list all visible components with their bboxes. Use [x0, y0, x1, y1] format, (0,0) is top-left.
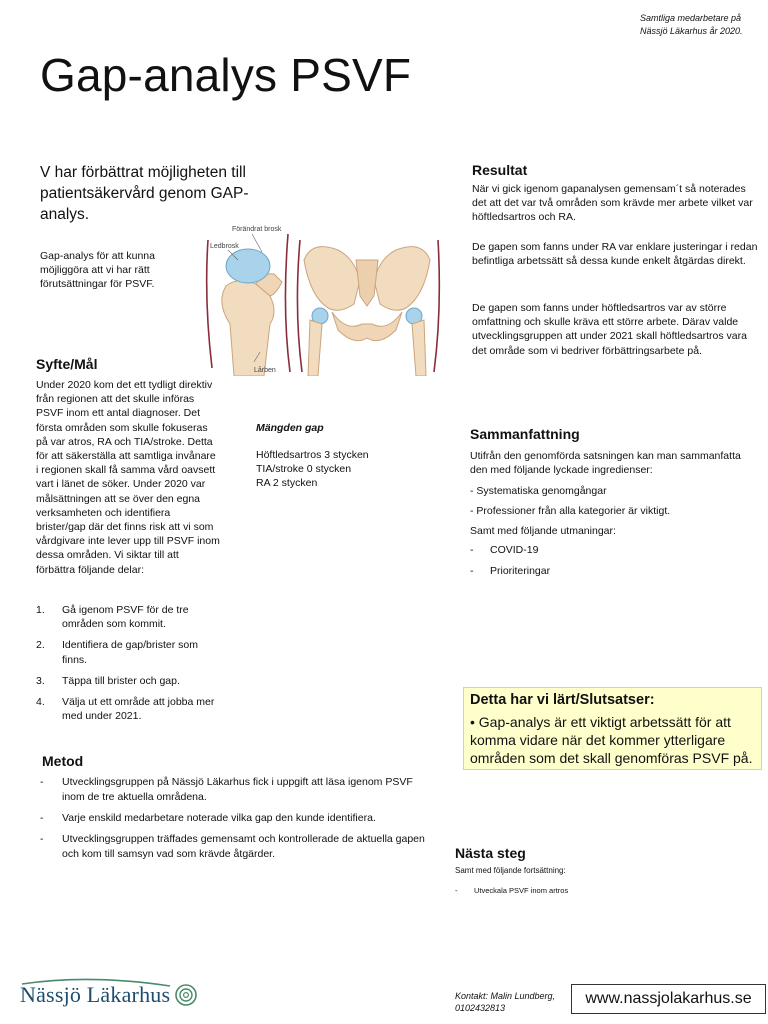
list-item-text: Prioriteringar [490, 565, 551, 577]
list-item-text: Varje enskild medarbetare noterade vilka gap den kunde identifiera. [62, 812, 376, 824]
metod-heading: Metod [42, 753, 84, 769]
gap-count-line: RA 2 stycken [256, 477, 318, 490]
list-item-text: Identifiera de gap/brister som finns. [62, 639, 198, 666]
resultat-heading: Resultat [472, 162, 528, 178]
pubic-arch [332, 312, 402, 341]
intro-text: V har förbättrat möjligheten till patientsäkervård genom GAP-analys. [40, 164, 249, 223]
challenges-list [470, 543, 760, 585]
syfte-paragraph: Under 2020 kom det ett tydligt direktiv från regionen att det skulle införas PSVF inom ett antal diagnoser. Det första områden som skulle fokuseras på var atros, RA och TIA/stroke. Detta för att säkerställa att samtliga invånare i regionen skall få samma vård oavsett vart i länet de söker. Under 2020 var målsättningen att se över den egna verksamheten och identifiera brister/gap där det finns risk att vi som vårdgivare inte lever upp till PSVF inom dessa områden. Vi siktar till att förbättra följande delar: [36, 379, 220, 576]
pelvis-left-wing [304, 247, 360, 311]
gap-count-line: TIA/stroke 0 stycken [256, 463, 352, 476]
website-link[interactable]: www.nassjolakarhus.se [571, 984, 766, 1014]
pelvis-right-wing [374, 247, 430, 311]
list-item: - Utveckala PSVF inom artros [455, 886, 569, 895]
list-number: 3. [36, 674, 45, 687]
list-item: - Prioriteringar [470, 565, 551, 577]
gap-analysis-note: Gap-analys för att kunna möjliggöra att vi har rätt förutsättningar för PSVF. [40, 250, 155, 290]
lessons-heading: Detta har vi lärt/Slutsatser: [470, 692, 655, 708]
label-larben: Lårben [254, 367, 276, 374]
list-item-text: Utvecklingsgruppen träffades gemensamt och kontrollerade de aktuella gapen och kom till samsyn vad som krävde åtgärder. [62, 833, 425, 860]
syfte-list [36, 603, 222, 730]
right-femur [412, 320, 426, 376]
nassjo-lakarhus-logo [20, 976, 206, 1012]
right-outline-curve [297, 240, 302, 372]
nasta-steg-heading: Nästa steg [455, 845, 526, 861]
resultat-paragraph-1: När vi gick igenom gapanalysen gemensam´t så noterades det att det var två områden som krävde mer arbete vilket var höftledsartros och RA. [472, 183, 753, 224]
top-note: Samtliga medarbetare på Nässjö Läkarhus år 2020. [640, 13, 743, 36]
label-ledbrosk: Ledbrosk [210, 243, 239, 250]
label-forandrat-brosk: Förändrat brosk [232, 226, 282, 233]
list-number: 2. [36, 639, 45, 652]
list-item: - COVID-19 [470, 544, 539, 556]
list-item-text: COVID-19 [490, 544, 539, 556]
list-item-text: Välja ut ett område att jobba mer med under 2021. [62, 696, 215, 723]
mangden-gap-heading: Mängden gap [256, 422, 324, 434]
list-item: - Varje enskild medarbetare noterade vilka gap den kunde identifiera. [40, 812, 376, 824]
sammanfattning-line-2: - Professioner från alla kategorier är viktigt. [470, 505, 671, 517]
list-item: - Utvecklingsgruppen på Nässjö Läkarhus fick i uppgift att läsa igenom PSVF inom de tre aktuella områdena. [40, 776, 413, 803]
page-title: Gap-analys PSVF [40, 49, 412, 101]
mangden-gap-list [256, 448, 369, 491]
list-number: 4. [36, 696, 45, 709]
lessons-text: • Gap-analys är ett viktigt arbetssätt för att komma vidare när det kommer ytterligare områden som det skall genomföras PSVF på. [470, 714, 753, 766]
sammanfattning-intro: Utifrån den genomförda satsningen kan man sammanfatta den med följande lyckade ingredienser: [470, 450, 741, 476]
metod-list [40, 775, 432, 868]
cartilage-head [226, 249, 270, 283]
left-outline-curve [207, 240, 212, 368]
list-item-text: Täppa till brister och gap. [62, 674, 180, 687]
sammanfattning-heading: Sammanfattning [470, 426, 580, 442]
list-item [36, 638, 222, 666]
right-outline-curve-2 [434, 240, 439, 372]
list-item [36, 603, 222, 631]
contact-info: Kontakt: Malin Lundberg, 0102432813 [455, 991, 556, 1013]
syfte-heading: Syfte/Mål [36, 356, 98, 372]
sammanfattning-challenges-intro: Samt med följande utmaningar: [470, 525, 616, 537]
left-femur [308, 320, 322, 376]
list-item [36, 674, 222, 688]
hip-joint-illustration [204, 220, 442, 376]
femur-shaft [222, 280, 274, 376]
logo-text: Nässjö Läkarhus [20, 982, 171, 1007]
resultat-paragraph-2: De gapen som fanns under RA var enklare justeringar i redan befintliga arbetssätt så dessa kunde enkelt åtgärdas direkt. [472, 241, 758, 268]
sacrum [356, 260, 378, 306]
list-item-text: Utveckala PSVF inom artros [474, 886, 569, 895]
nasta-steg-subtitle: Samt med följande fortsättning: [455, 866, 566, 875]
resultat-paragraph-3: De gapen som fanns under höftledsartros var av större omfattning och skulle kräva ett större arbete. Därav valde utvecklingsgruppen att under 2021 skall höftledsartros vara det område som vi bedriver förbättringsarbete på. [472, 302, 747, 357]
sammanfattning-line-1: - Systematiska genomgångar [470, 485, 607, 497]
list-number: 1. [36, 604, 45, 616]
left-outline-curve-2 [285, 234, 290, 372]
gap-count-line: Höftledsartros 3 stycken [256, 449, 369, 461]
next-steps-list [455, 886, 655, 902]
list-item-text: Utvecklingsgruppen på Nässjö Läkarhus fick i uppgift att läsa igenom PSVF inom de tre aktuella områdena. [62, 776, 413, 803]
lessons-learned-box [463, 687, 762, 770]
list-item-text: Gå igenom PSVF för de tre områden som kommit. [62, 604, 189, 631]
list-item: - Utvecklingsgruppen träffades gemensamt och kontrollerade de aktuella gapen och kom till samsyn vad som krävde åtgärder. [40, 833, 425, 860]
list-item [36, 695, 222, 723]
